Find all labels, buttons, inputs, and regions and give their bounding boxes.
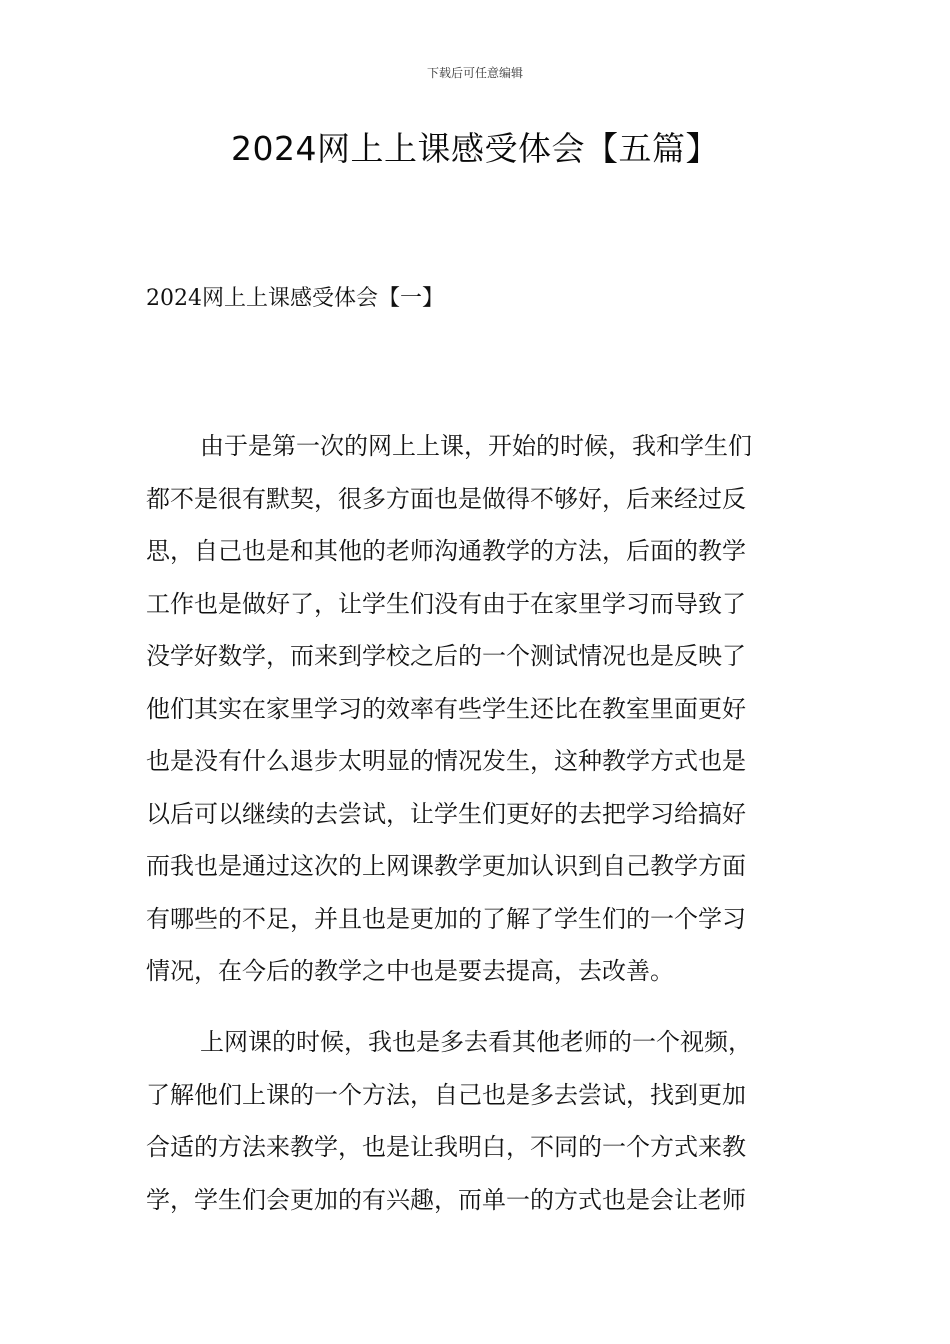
section-heading: 2024网上上课感受体会【一】 <box>146 286 444 311</box>
paragraph-line: 都不是很有默契，很多方面也是做得不够好，后来经过反 <box>146 484 746 513</box>
body-paragraph <box>146 420 806 998</box>
paragraph-line: 也是没有什么退步太明显的情况发生，这种教学方式也是 <box>146 747 746 775</box>
paragraph-line: 情况，在今后的教学之中也是要去提高，去改善。 <box>146 957 674 985</box>
paragraph-line: 他们其实在家里学习的效率有些学生还比在教室里面更好 <box>146 694 746 723</box>
body-paragraph <box>146 1016 806 1226</box>
paragraph-line: 以后可以继续的去尝试，让学生们更好的去把学习给搞好 <box>146 799 746 828</box>
paragraph-line: 由于是第一次的网上上课，开始的时候，我和学生们 <box>200 432 752 460</box>
paragraph-line: 学，学生们会更加的有兴趣，而单一的方式也是会让老师 <box>146 1185 746 1214</box>
paragraph-line: 工作也是做好了，让学生们没有由于在家里学习而导致了 <box>146 589 746 618</box>
header-note: 下载后可任意编辑 <box>426 66 523 80</box>
paragraph-line: 了解他们上课的一个方法，自己也是多去尝试，找到更加 <box>146 1080 746 1109</box>
paragraph-line: 上网课的时候，我也是多去看其他老师的一个视频， <box>200 1028 752 1056</box>
paragraph-line: 有哪些的不足，并且也是更加的了解了学生们的一个学习 <box>146 904 746 933</box>
paragraph-line: 没学好数学，而来到学校之后的一个测试情况也是反映了 <box>146 642 746 670</box>
document-title: 2024网上上课感受体会【五篇】 <box>231 129 719 168</box>
paragraph-line: 思，自己也是和其他的老师沟通教学的方法，后面的教学 <box>146 537 746 565</box>
paragraph-line: 合适的方法来教学，也是让我明白，不同的一个方式来教 <box>146 1133 746 1161</box>
paragraph-line: 而我也是通过这次的上网课教学更加认识到自己教学方面 <box>146 852 746 880</box>
